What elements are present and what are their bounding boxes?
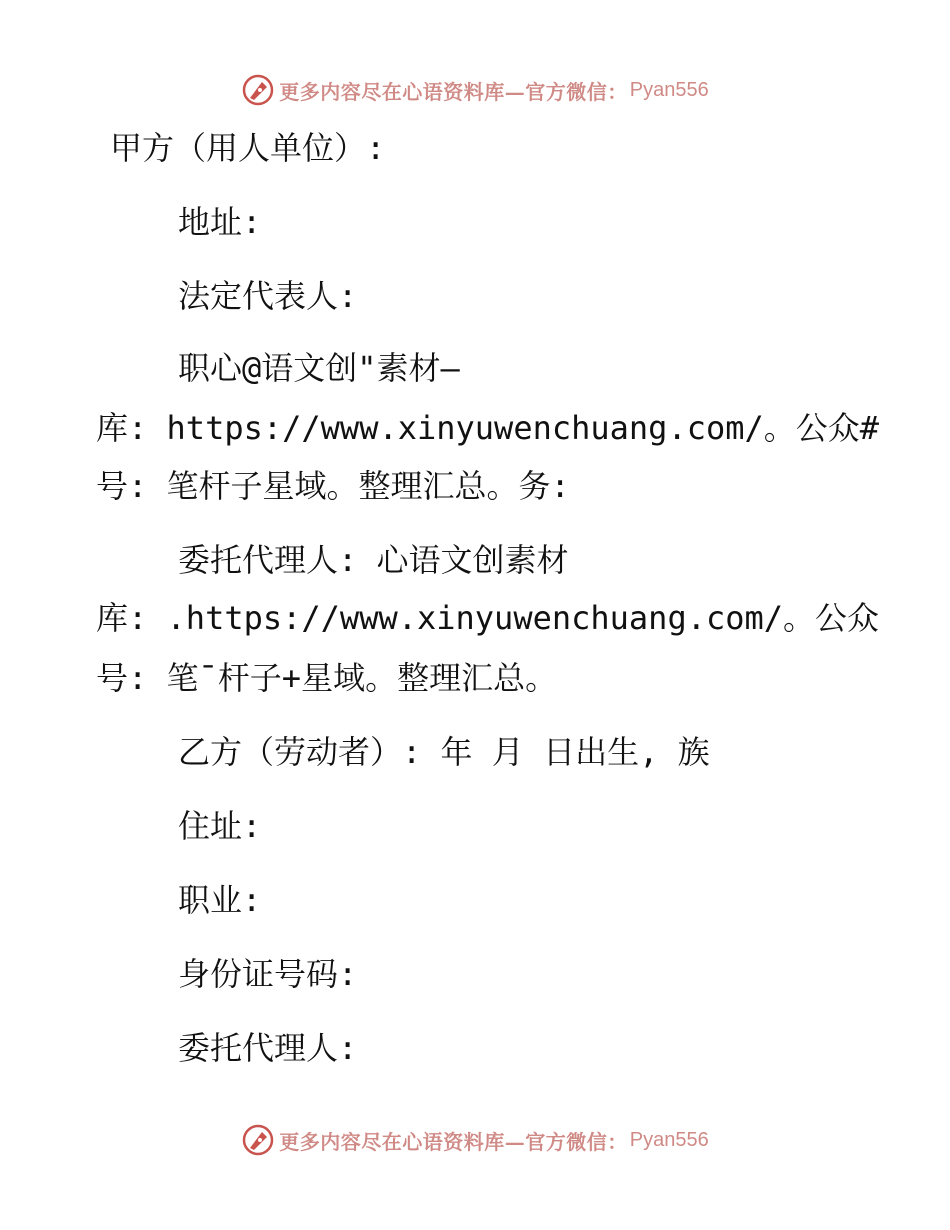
agent-a-line-2: 库: .https://www.xinyuwenchuang.com/。公众 [96, 599, 880, 637]
party-a-heading: 甲方（用人单位）: [110, 129, 386, 167]
party-b-heading: 乙方（劳动者）: 年 月 日出生, 族 [178, 733, 710, 771]
watermark-banner-bottom [0, 1120, 950, 1160]
watermark-wechat-label: 官方微信： [525, 1129, 628, 1154]
legal-rep-note-line-3: 号: 笔杆子星域。整理汇总。务: [96, 467, 570, 505]
watermark-wechat-id: Pyan556 [629, 78, 709, 101]
watermark-text: 更多内容尽在心语资料库— [279, 79, 526, 104]
pen-nib-seal-icon [241, 1123, 275, 1157]
watermark-text: 更多内容尽在心语资料库— [279, 1129, 526, 1154]
residence-label: 住址: [178, 807, 262, 845]
watermark-wechat-label: 官方微信： [525, 79, 628, 104]
pen-nib-seal-icon [241, 73, 275, 107]
occupation-label: 职业: [178, 881, 262, 919]
agent-a-line-1: 委托代理人: 心语文创素材 [178, 541, 569, 579]
agent-b-label: 委托代理人: [178, 1029, 358, 1067]
legal-rep-note-line-2: 库: https://www.xinyuwenchuang.com/。公众# [96, 409, 880, 447]
legal-rep-note-line-1: 职心@语文创"素材— [178, 349, 460, 387]
watermark-banner-top [0, 70, 950, 110]
watermark-wechat-id: Pyan556 [629, 1128, 709, 1151]
agent-a-line-3: 号: 笔¯杆子+星域。整理汇总。 [96, 659, 558, 697]
legal-rep-label: 法定代表人: [178, 277, 358, 315]
address-label: 地址: [178, 203, 262, 241]
id-number-label: 身份证号码: [178, 955, 358, 993]
